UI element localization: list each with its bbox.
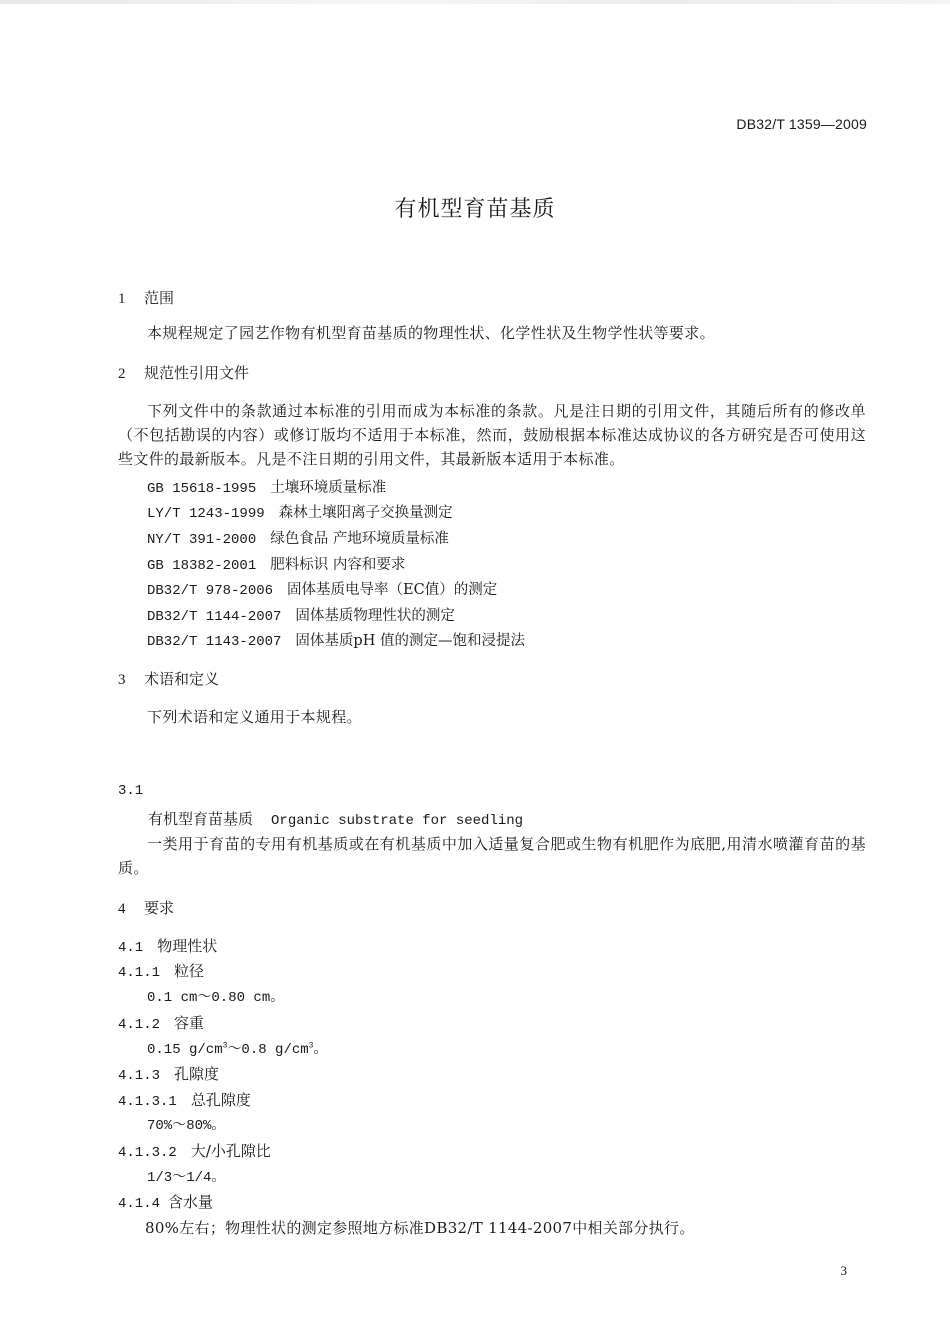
- ref-item: GB 15618-1995 土壤环境质量标准: [147, 480, 387, 497]
- section-4-1-3-2-heading: 4.1.3.2 大/小孔隙比: [118, 1142, 271, 1161]
- ref-item: DB32/T 1144-2007 固体基质物理性状的测定: [147, 608, 455, 625]
- section-2-text: 下列文件中的条款通过本标准的引用而成为本标准的条款。凡是注日期的引用文件，其随后所有的修改单（不包括勘误的内容）或修订版均不适用于本标准，然而，鼓励根据本标准达成协议的各方研究是否可使用这些文件的最新版本。凡是不注日期的引用文件，其最新版本适用于本标准。: [118, 402, 866, 468]
- scan-edge: [0, 0, 950, 4]
- ref-item: LY/T 1243-1999 森林土壤阳离子交换量测定: [147, 505, 453, 522]
- total-porosity-value: 70%～80%。: [147, 1118, 226, 1134]
- term-heading: 有机型育苗基质 Organic substrate for seedling: [148, 810, 524, 829]
- section-4-1-3-heading: 4.1.3 孔隙度: [118, 1065, 220, 1084]
- ref-item: NY/T 391-2000 绿色食品 产地环境质量标准: [147, 531, 449, 548]
- ref-item: DB32/T 1143-2007 固体基质pH 值的测定—饱和浸提法: [147, 633, 525, 650]
- section-1-text: 本规程规定了园艺作物有机型育苗基质的物理性状、化学性状及生物学性状等要求。: [147, 324, 715, 342]
- section-1-heading: 1 范围: [118, 289, 175, 307]
- bulk-density-value: 0.15 $g/cm^3\sim 0.8$ $g/cm^3$。: [147, 1041, 328, 1058]
- doc-title: 有机型育苗基质: [394, 197, 556, 222]
- section-2-heading: 2 规范性引用文件: [118, 364, 250, 382]
- section-3-heading: 3 术语和定义: [118, 670, 220, 688]
- doc-code: DB32/T 1359—2009: [736, 116, 867, 132]
- term-definition: 一类用于育苗的专用有机基质或在有机基质中加入适量复合肥或生物有机肥作为底肥,用清水喷灌育苗的基质。: [118, 835, 866, 877]
- section-4-heading: 4 要求: [118, 899, 175, 917]
- section-3-text: 下列术语和定义通用于本规程。: [147, 708, 362, 726]
- ref-item: DB32/T 978-2006 固体基质电导率（EC值）的测定: [147, 582, 498, 599]
- page-number: 3: [840, 1263, 847, 1278]
- ref-item: GB 18382-2001 肥料标识 内容和要求: [147, 557, 406, 574]
- section-4-1-heading: 4.1 物理性状: [118, 937, 218, 956]
- particle-size-value: 0.1 cm～0.80 cm。: [147, 990, 285, 1006]
- section-4-1-2-heading: 4.1.2 容重: [118, 1014, 205, 1033]
- section-4-1-3-1-heading: 4.1.3.1 总孔隙度: [118, 1091, 251, 1110]
- section-4-1-4-heading: 4.1.4 含水量: [118, 1193, 214, 1212]
- pore-ratio-value: 1/3～1/4。: [147, 1170, 226, 1186]
- section-3-1-number: 3.1: [118, 783, 144, 799]
- section-4-1-1-heading: 4.1.1 粒径: [118, 962, 205, 981]
- water-content-value: 80%左右；物理性状的测定参照地方标准DB32/T 1144-2007中相关部分执行。: [145, 1219, 695, 1237]
